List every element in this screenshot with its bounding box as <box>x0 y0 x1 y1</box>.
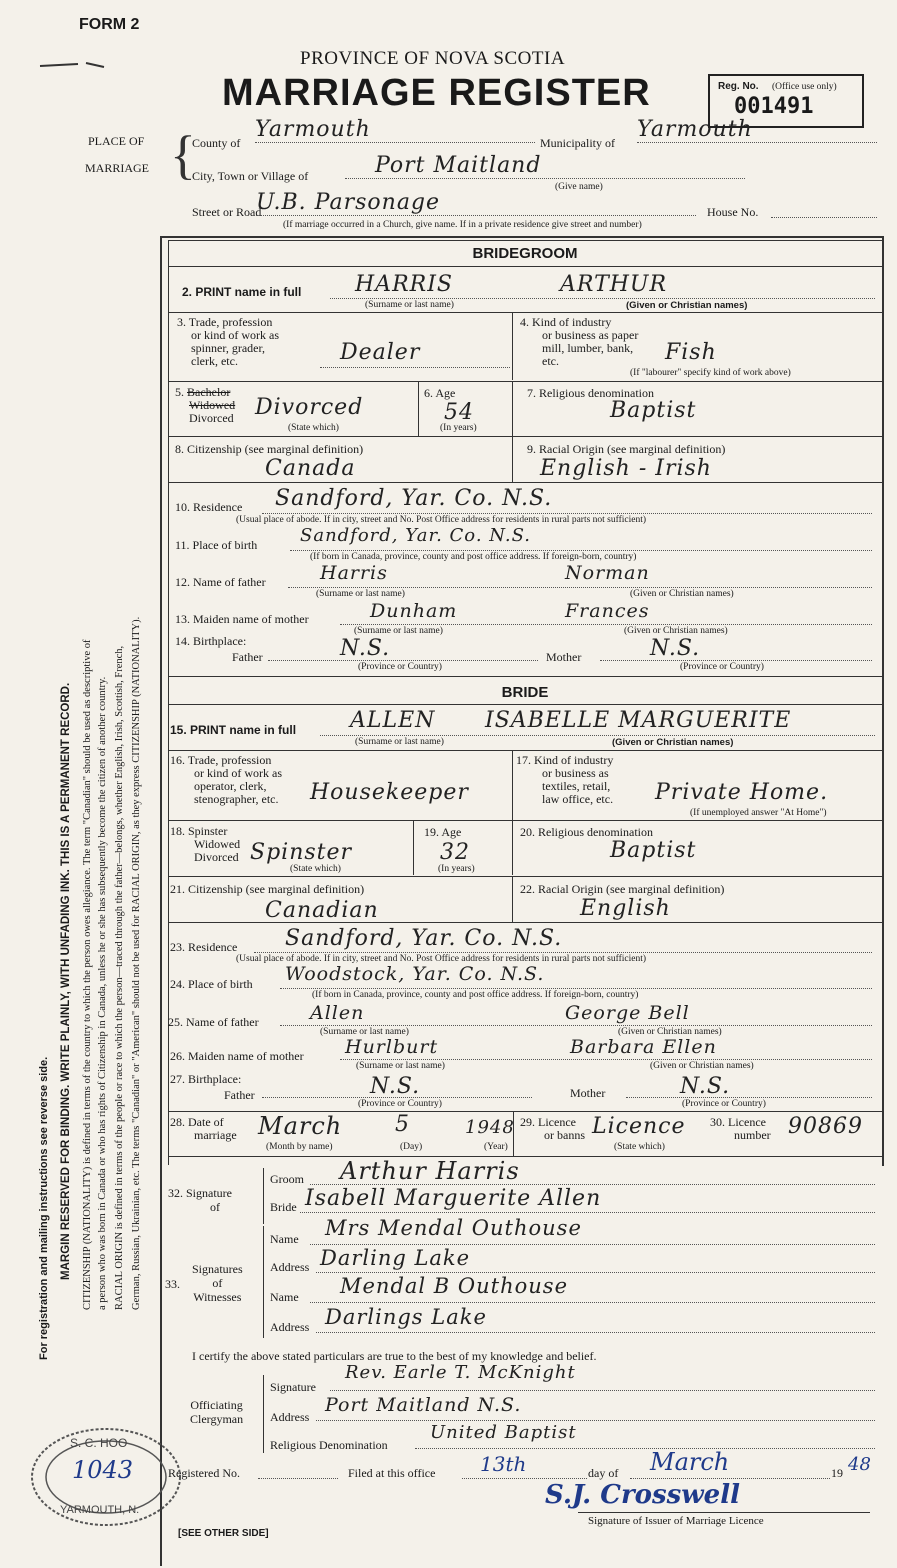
q32-label: 32. Signature of <box>168 1186 232 1214</box>
father-prov-note: (Province or Country) <box>358 662 442 672</box>
bride-residence-note: (Usual place of abode. If in city, street and No. Post Office address for residents in rural parts not sufficient) <box>236 954 647 964</box>
groom-mother-birthplace: N.S. <box>650 636 701 661</box>
q13-label: 13. Maiden name of mother <box>175 612 309 626</box>
bride-father-given-note: (Given or Christian names) <box>618 1027 722 1037</box>
margin-racial-2: German, Russian, Ukrainian, etc. The terms "Canadian" or "American" should not be used for RACIAL ORIGIN, as they express CITIZENSHIP (NATIONALITY). <box>131 616 142 1310</box>
q14-label: 14. Birthplace: <box>175 634 247 648</box>
groom-religion: Baptist <box>610 398 697 423</box>
q26-label: 26. Maiden name of mother <box>170 1049 304 1063</box>
reg-office-note: (Office use only) <box>772 82 837 92</box>
q24-label: 24. Place of birth <box>170 977 253 991</box>
place-of-label: PLACE OF <box>88 134 145 148</box>
bride-father-birthplace: N.S. <box>370 1074 421 1099</box>
q4-label: 4. Kind of industry or business as paper mill, lumber, bank, etc. <box>520 315 639 368</box>
bride-mother-given: Barbara Ellen <box>570 1036 717 1058</box>
margin-citizenship-2: a person who was born in Canada or who has rights of Citizenship in Canada, unless he or she has subsequently become the citizen of another country. <box>97 676 108 1310</box>
clergy-religion-label: Religious Denomination <box>270 1438 388 1452</box>
state-which-note: (State which) <box>614 1142 665 1152</box>
clergy-signature: Rev. Earle T. McKnight <box>345 1362 576 1383</box>
father-given-note: (Given or Christian names) <box>630 589 734 599</box>
groom-age-note: (In years) <box>440 423 477 433</box>
bride-trade: Housekeeper <box>310 780 469 805</box>
municipality-label: Municipality of <box>540 136 615 150</box>
mother-prov-note: (Province or Country) <box>680 662 764 672</box>
city-label: City, Town or Village of <box>192 169 309 183</box>
bride-mother-given-note: (Given or Christian names) <box>650 1061 754 1071</box>
groom-sig-label: Groom <box>270 1172 304 1186</box>
groom-given: ARTHUR <box>560 272 668 297</box>
house-label: House No. <box>707 205 759 219</box>
clergy-address: Port Maitland N.S. <box>325 1394 522 1416</box>
q30-label: 30. Licence number <box>710 1115 771 1142</box>
q2-label: 2. PRINT name in full <box>182 285 302 299</box>
groom-surname-note: (Surname or last name) <box>365 300 454 310</box>
see-other-side: [SEE OTHER SIDE] <box>178 1528 269 1539</box>
issuer-label: Signature of Issuer of Marriage Licence <box>588 1515 764 1527</box>
marriage-month: March <box>258 1112 343 1140</box>
reg-label: Reg. No. <box>718 81 759 92</box>
groom-age: 54 <box>444 400 474 425</box>
bride-racial: English <box>580 896 671 921</box>
groom-birthplace: Sandford, Yar. Co. N.S. <box>300 525 532 546</box>
groom-given-note: (Given or Christian names) <box>626 300 748 311</box>
q5-label: 5. Bachelor Widowed Divorced <box>175 385 236 425</box>
bride-father-surname-note: (Surname or last name) <box>320 1027 409 1037</box>
bride-citizenship: Canadian <box>265 898 379 923</box>
q17-note: (If unemployed answer "At Home") <box>690 808 827 818</box>
bride-given-note: (Given or Christian names) <box>612 737 734 748</box>
q16-label: 16. Trade, profession or kind of work as operator, clerk, stenographer, etc. <box>170 753 282 806</box>
street-note: (If marriage occurred in a Church, give name. If in a private residence give street and number) <box>283 220 642 230</box>
page-title: MARRIAGE REGISTER <box>222 72 651 114</box>
year-prefix: 19 <box>831 1466 843 1480</box>
w2-name-label: Name <box>270 1290 299 1304</box>
licence-number: 90869 <box>788 1114 863 1139</box>
registered-label: Registered No. <box>168 1466 240 1480</box>
groom-signature: Arthur Harris <box>340 1157 520 1185</box>
witness1-name: Mrs Mendal Outhouse <box>325 1216 582 1240</box>
w2-address-label: Address <box>270 1320 310 1334</box>
give-name-note: (Give name) <box>555 182 603 192</box>
bride-surname: ALLEN <box>350 708 436 733</box>
city-value: Port Maitland <box>345 153 745 179</box>
mother-given-note: (Given or Christian names) <box>624 626 728 636</box>
q10-label: 10. Residence <box>175 500 243 514</box>
reg-number: 001491 <box>734 94 814 119</box>
groom-mother-surname: Dunham <box>370 600 458 622</box>
bride-sig-label: Bride <box>270 1200 297 1214</box>
stamp-top-text: S. C. HOO <box>70 1436 128 1450</box>
bride-mother-surname-note: (Surname or last name) <box>356 1061 445 1071</box>
certify-statement: I certify the above stated particulars are true to the best of my knowledge and belief. <box>192 1349 597 1363</box>
scribble-graphic <box>38 58 108 74</box>
groom-status: Divorced <box>255 395 364 420</box>
groom-father-birthplace: N.S. <box>340 636 391 661</box>
bride-status: Spinster <box>250 840 353 865</box>
day-note: (Day) <box>400 1142 423 1152</box>
bride-mother-surname: Hurlburt <box>345 1036 439 1058</box>
witness1-address: Darling Lake <box>320 1246 471 1270</box>
q11-label: 11. Place of birth <box>175 538 258 552</box>
bride-surname-note: (Surname or last name) <box>355 737 444 747</box>
bride-religion: Baptist <box>610 838 697 863</box>
witnesses-label: Signatures of Witnesses <box>192 1262 243 1304</box>
q27-mother-label: Mother <box>570 1086 606 1100</box>
marriage-day: 5 <box>395 1112 410 1137</box>
groom-residence: Sandford, Yar. Co. N.S. <box>275 486 553 511</box>
groom-mother-given: Frances <box>565 600 650 622</box>
q8-label: 8. Citizenship (see marginal definition) <box>175 442 364 456</box>
q3-label: 3. Trade, profession or kind of work as spinner, grader, clerk, etc. <box>177 315 279 368</box>
margin-racial-1: RACIAL ORIGIN is defined in terms of the people or race to which the person—traced through the father—belongs, whether English, Irish, Scottish, French, <box>114 645 125 1310</box>
bride-heading: BRIDE <box>501 684 549 701</box>
stamp-bottom-text: YARMOUTH, N. <box>60 1504 140 1516</box>
birth-note: (If born in Canada, province, county and post office address. If foreign-born, country) <box>310 552 637 562</box>
q23-label: 23. Residence <box>170 940 238 954</box>
marriage-label: MARRIAGE <box>85 161 150 175</box>
q27-label: 27. Birthplace: <box>170 1072 242 1086</box>
q20-label: 20. Religious denomination <box>520 825 653 839</box>
day-of-label: day of <box>588 1466 619 1480</box>
q4-note: (If "labourer" specify kind of work above) <box>630 368 791 378</box>
q25-label: 25. Name of father <box>168 1015 259 1029</box>
groom-surname: HARRIS <box>355 272 453 297</box>
q21-label: 21. Citizenship (see marginal definition) <box>170 882 365 896</box>
witness2-address: Darlings Lake <box>325 1305 487 1329</box>
bride-father-prov-note: (Province or Country) <box>358 1099 442 1109</box>
bride-age-note: (In years) <box>438 864 475 874</box>
municipality-value: Yarmouth <box>637 117 877 143</box>
month-note: (Month by name) <box>266 1142 333 1152</box>
q22-label: 22. Racial Origin (see marginal definition) <box>520 882 725 896</box>
bride-birth-note: (If born in Canada, province, county and post office address. If foreign-born, country) <box>312 990 639 1000</box>
q18-label: 18. Spinster Widowed Divorced <box>170 824 241 864</box>
registered-number: 1043 <box>72 1456 134 1484</box>
clergy-address-label: Address <box>270 1410 310 1424</box>
bride-mother-birthplace: N.S. <box>680 1074 731 1099</box>
street-label: Street or Road <box>192 205 262 219</box>
house-value <box>771 203 877 218</box>
clergy-religion: United Baptist <box>430 1422 577 1443</box>
groom-father-surname: Harris <box>320 562 388 584</box>
bride-father-surname: Allen <box>310 1002 365 1024</box>
bride-given: ISABELLE MARGUERITE <box>485 708 792 733</box>
clergy-signature-label: Signature <box>270 1380 316 1394</box>
filed-year: 48 <box>848 1454 871 1475</box>
w1-name-label: Name <box>270 1232 299 1246</box>
q12-label: 12. Name of father <box>175 575 266 589</box>
q14-mother-label: Mother <box>546 650 582 664</box>
bride-residence: Sandford, Yar. Co. N.S. <box>285 926 563 951</box>
county-label: County of <box>192 136 241 150</box>
bride-industry: Private Home. <box>655 780 829 805</box>
mother-surname-note: (Surname or last name) <box>354 626 443 636</box>
margin-instructions: For registration and mailing instructions see reverse side. <box>38 1056 50 1360</box>
q6-label: 6. Age <box>424 386 456 400</box>
issuer-signature: S.J. Crosswell <box>545 1480 740 1510</box>
groom-trade: Dealer <box>340 340 421 365</box>
filed-day: 13th <box>480 1452 527 1476</box>
witness2-name: Mendal B Outhouse <box>340 1274 568 1298</box>
bride-mother-prov-note: (Province or Country) <box>682 1099 766 1109</box>
q28-label: 28. Date of marriage <box>170 1115 237 1142</box>
groom-industry: Fish <box>665 340 717 365</box>
form-number: FORM 2 <box>79 16 140 33</box>
brace: { <box>170 125 196 185</box>
registrar-stamp <box>28 1426 183 1528</box>
county-value: Yarmouth <box>255 117 535 143</box>
filed-month: March <box>650 1448 730 1476</box>
q33-label: 33. <box>165 1277 180 1291</box>
q7-label: 7. Religious denomination <box>527 386 654 400</box>
q15-label: 15. PRINT name in full <box>170 723 297 737</box>
margin-citizenship-1: CITIZENSHIP (NATIONALITY) is defined in terms of the country to which the person owes allegiance. The term "Canadian" should be used as descriptive of <box>82 639 93 1310</box>
street-value: U.B. Parsonage <box>256 190 696 216</box>
officiating-label: Officiating Clergyman <box>190 1398 244 1426</box>
year-note: (Year) <box>484 1142 508 1152</box>
q14-father-label: Father <box>232 650 263 664</box>
w1-address-label: Address <box>270 1260 310 1274</box>
residence-note: (Usual place of abode. If in city, street and No. Post Office address for residents in rural parts not sufficient) <box>236 515 647 525</box>
marriage-year: 1948 <box>465 1117 515 1138</box>
groom-citizenship: Canada <box>265 456 356 481</box>
bride-state-note: (State which) <box>290 864 341 874</box>
q17-label: 17. Kind of industry or business as textiles, retail, law office, etc. <box>516 753 614 806</box>
bride-birthplace: Woodstock, Yar. Co. N.S. <box>285 963 545 985</box>
margin-reserved-note: MARGIN RESERVED FOR BINDING. WRITE PLAINLY, WITH UNFADING INK. THIS IS A PERMANENT RECORD. <box>60 682 72 1280</box>
q9-label: 9. Racial Origin (see marginal definition) <box>527 442 726 456</box>
licence-or-banns: Licence <box>592 1114 686 1139</box>
q29-label: 29. Licence or banns <box>520 1115 585 1142</box>
q27-father-label: Father <box>224 1088 255 1102</box>
bridegroom-heading: BRIDEGROOM <box>472 245 578 262</box>
province-heading: PROVINCE OF NOVA SCOTIA <box>300 48 566 69</box>
groom-racial: English - Irish <box>540 456 712 481</box>
filed-label: Filed at this office <box>348 1466 436 1480</box>
groom-state-note: (State which) <box>288 423 339 433</box>
corner-mark <box>38 58 108 79</box>
q19-label: 19. Age <box>424 825 462 839</box>
bride-father-given: George Bell <box>565 1002 690 1024</box>
bride-age: 32 <box>440 840 470 865</box>
bride-signature: Isabell Marguerite Allen <box>305 1186 602 1211</box>
groom-father-given: Norman <box>565 562 650 584</box>
father-surname-note: (Surname or last name) <box>316 589 405 599</box>
